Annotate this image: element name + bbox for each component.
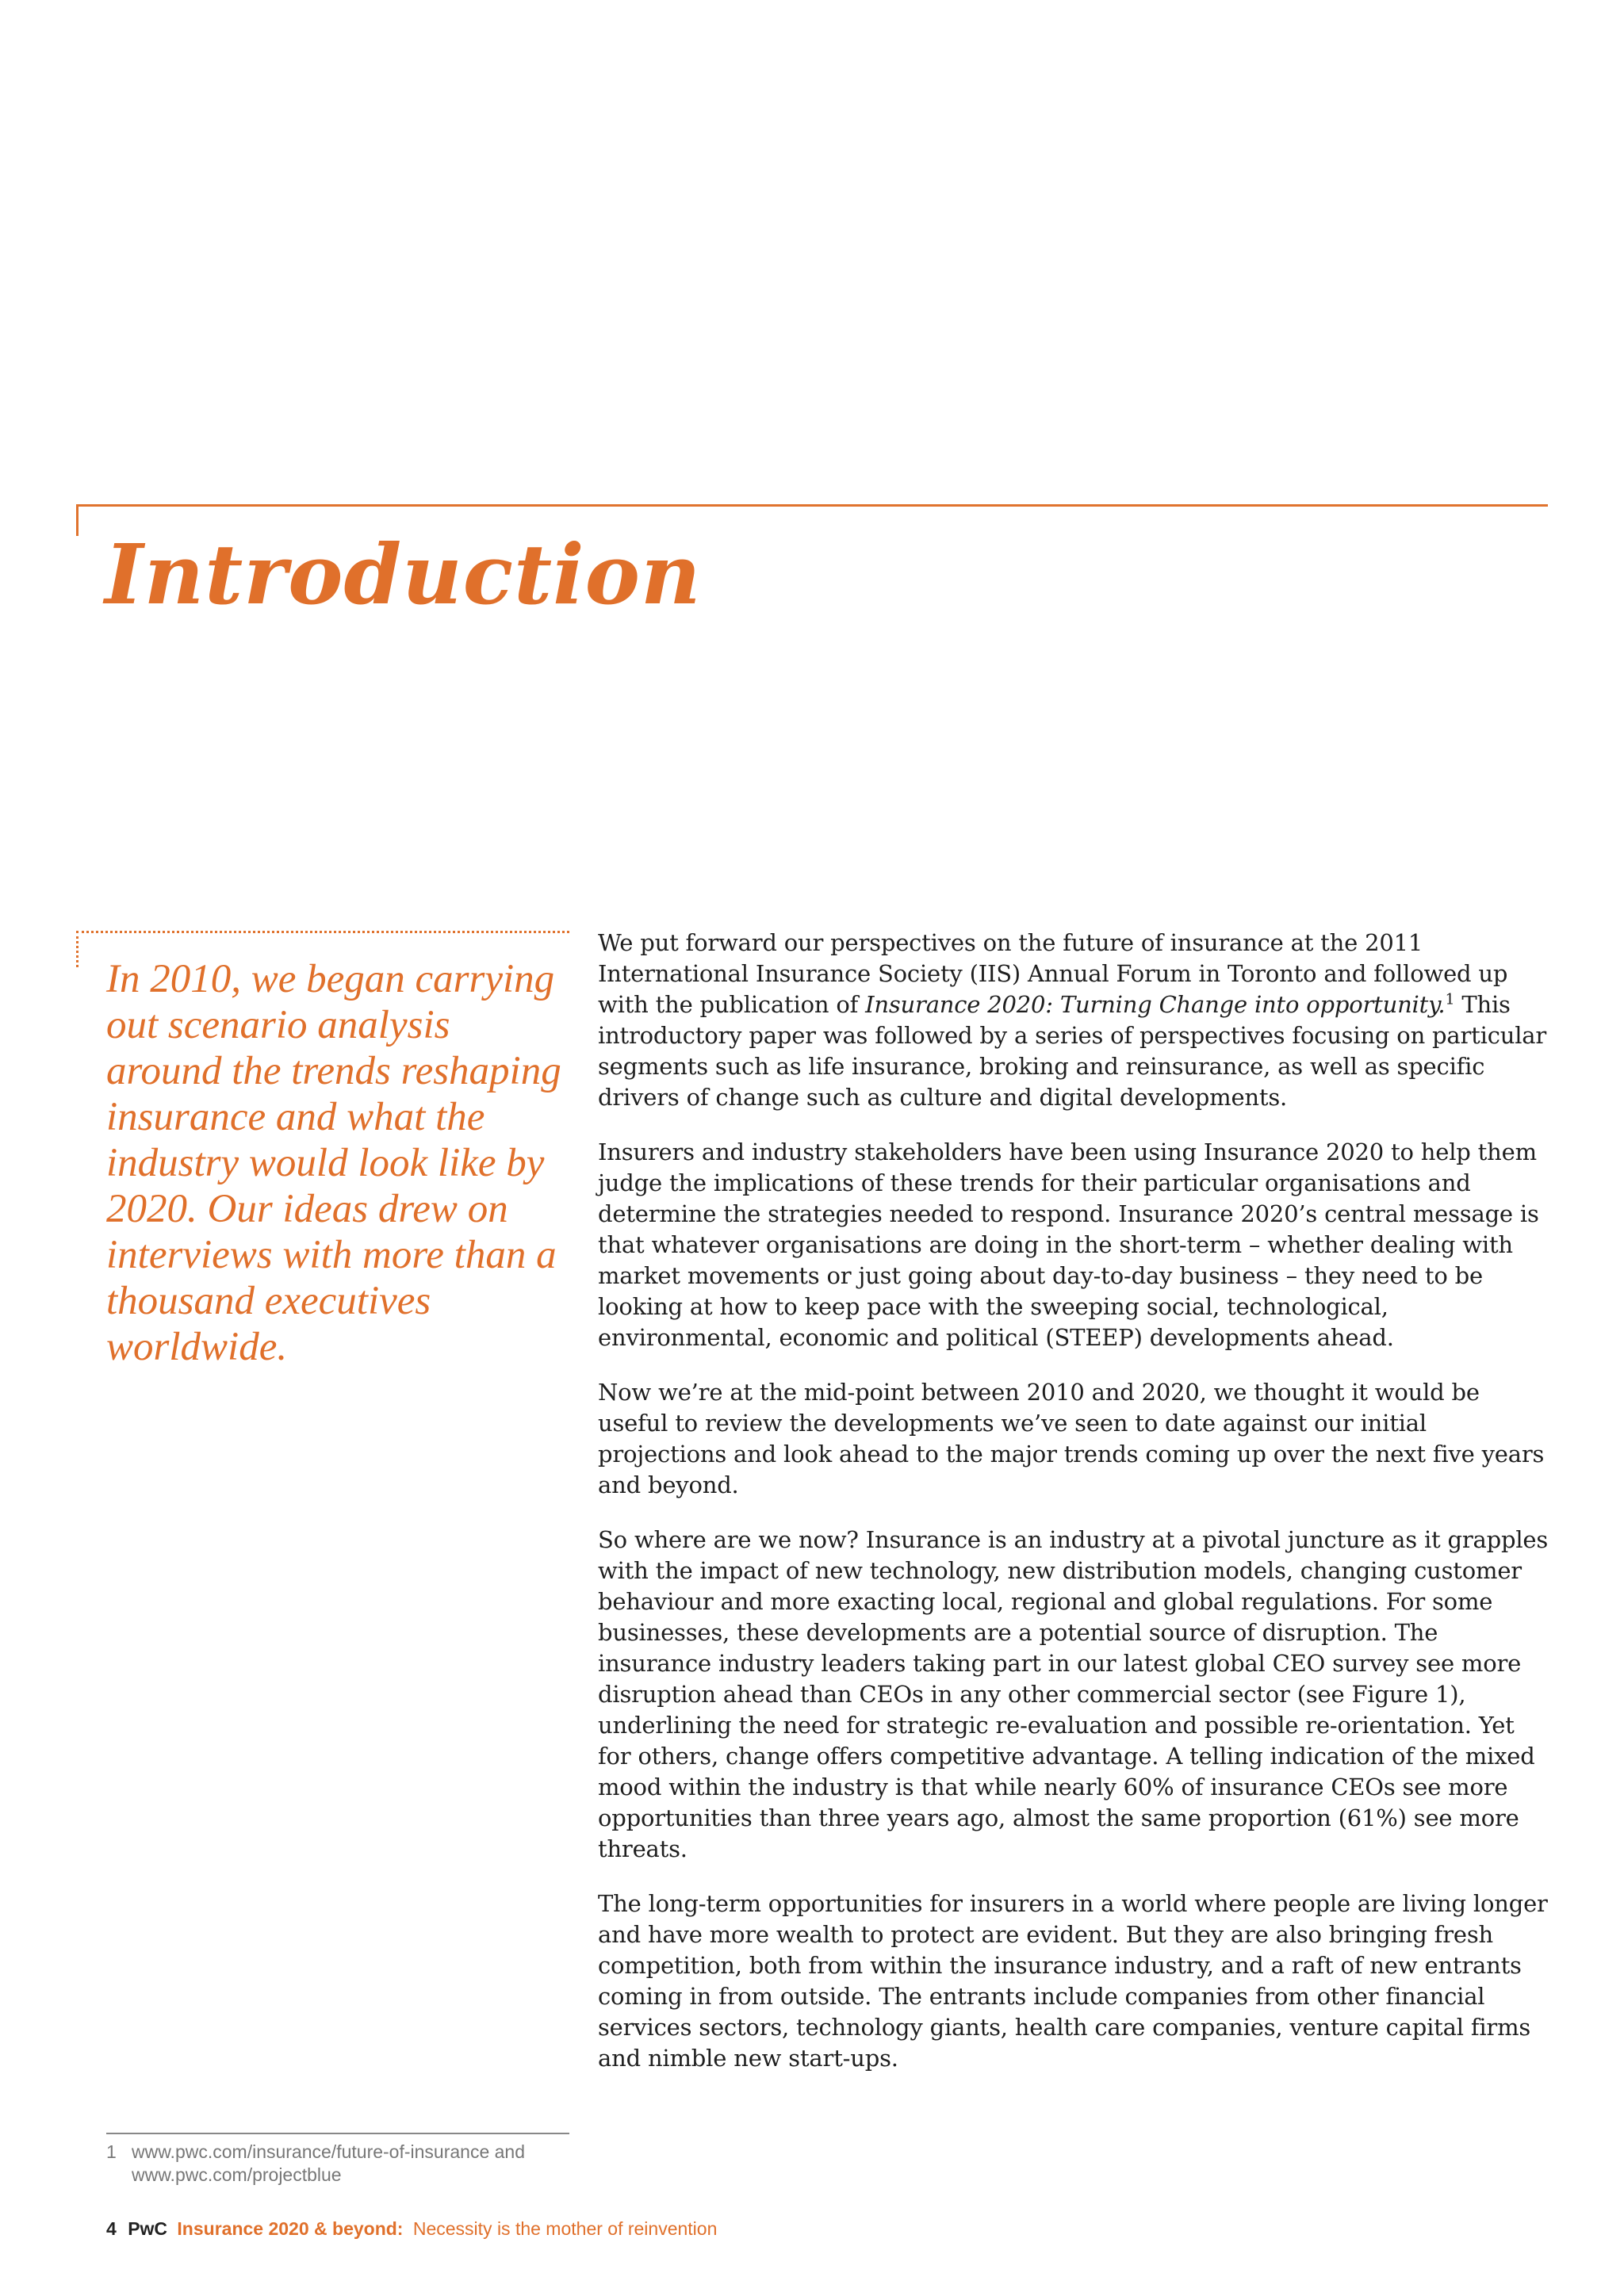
footnote (106, 2141, 598, 2187)
page-title: Introduction (105, 526, 702, 623)
body-paragraph-1-end: This introductory paper was followed by a series of perspectives focusing on particular segments such as life insurance, broking and reinsurance, as well as specific drivers of change such as culture and digital developments. (598, 991, 1547, 1111)
body-paragraph-1-start: We put forward our perspectives on the future of insurance at the 2011 International Insurance Society (IIS) Annual Forum in Toronto and followed up with the publication of (598, 929, 1508, 1018)
publication-name: Insurance 2020 & beyond: (177, 2218, 404, 2239)
pull-quote: In 2010, we began carrying out scenario analysis around the trends reshaping insurance and what the industry would look like by 2020. Our ideas drew on interviews with more than a thousand executives worldwide. (106, 957, 561, 1369)
body-paragraph-2: Insurers and industry stakeholders have been using Insurance 2020 to help them judge the implications of these trends for their particular organisations and determine the strategies needed to respond. Insurance 2020’s central message is that whatever organisations are doing in the short-term – whether dealing with market movements or just going about day-to-day business – they need to be looking at how to keep pace with the sweeping social, technological, environmental, economic and political (STEEP) developments ahead. (598, 1138, 1539, 1351)
publication-subtitle: Necessity is the mother of reinvention (412, 2218, 718, 2239)
body-paragraph-5: The long-term opportunities for insurers in a world where people are living longer and have more wealth to protect are evident. But they are also bringing fresh competition, both from within the insurance industry, and a raft of new entrants coming in from outside. The entrants include companies from other financial services sectors, technology giants, health care companies, venture capital firms and nimble new start-ups. (598, 1890, 1548, 2072)
footnote-rule (106, 2133, 569, 2134)
quote-dotted-rule-corner (76, 931, 79, 967)
body-paragraph-1 (598, 928, 1549, 1113)
page-number: 4 (106, 2218, 117, 2239)
footnote-text: www.pwc.com/insurance/future-of-insurance and www.pwc.com/projectblue (132, 2141, 526, 2185)
body-text (598, 928, 1549, 2098)
page-footer (106, 2217, 717, 2241)
quote-dotted-rule (76, 931, 569, 933)
footnote-number: 1 (106, 2141, 117, 2162)
body-paragraph-3: Now we’re at the mid-point between 2010 and 2020, we thought it would be useful to review the developments we’ve seen to date against our initial projections and look ahead to the major trends coming up over the next five years and beyond. (598, 1379, 1545, 1498)
title-rule (76, 504, 1548, 507)
title-rule-corner (76, 504, 79, 536)
body-paragraph-4: So where are we now? Insurance is an industry at a pivotal juncture as it grapples with the impact of new technology, new distribution models, changing customer behaviour and more exacting local, regional and global regulations. For some businesses, these developments are a potential source of disruption. The insurance industry leaders taking part in our latest global CEO survey see more disruption ahead than CEOs in any other commercial sector (see Figure 1), underlining the need for strategic re-evaluation and possible re-orientation. Yet for others, change offers competitive advantage. A telling indication of the mixed mood within the industry is that while nearly 60% of insurance CEOs see more opportunities than three years ago, almost the same proportion (61%) see more threats. (598, 1526, 1549, 1862)
publication-title: Insurance 2020: Turning Change into opportunity. (865, 991, 1446, 1018)
brand-name: PwC (128, 2218, 168, 2239)
footnote-reference: 1 (1445, 990, 1455, 1008)
